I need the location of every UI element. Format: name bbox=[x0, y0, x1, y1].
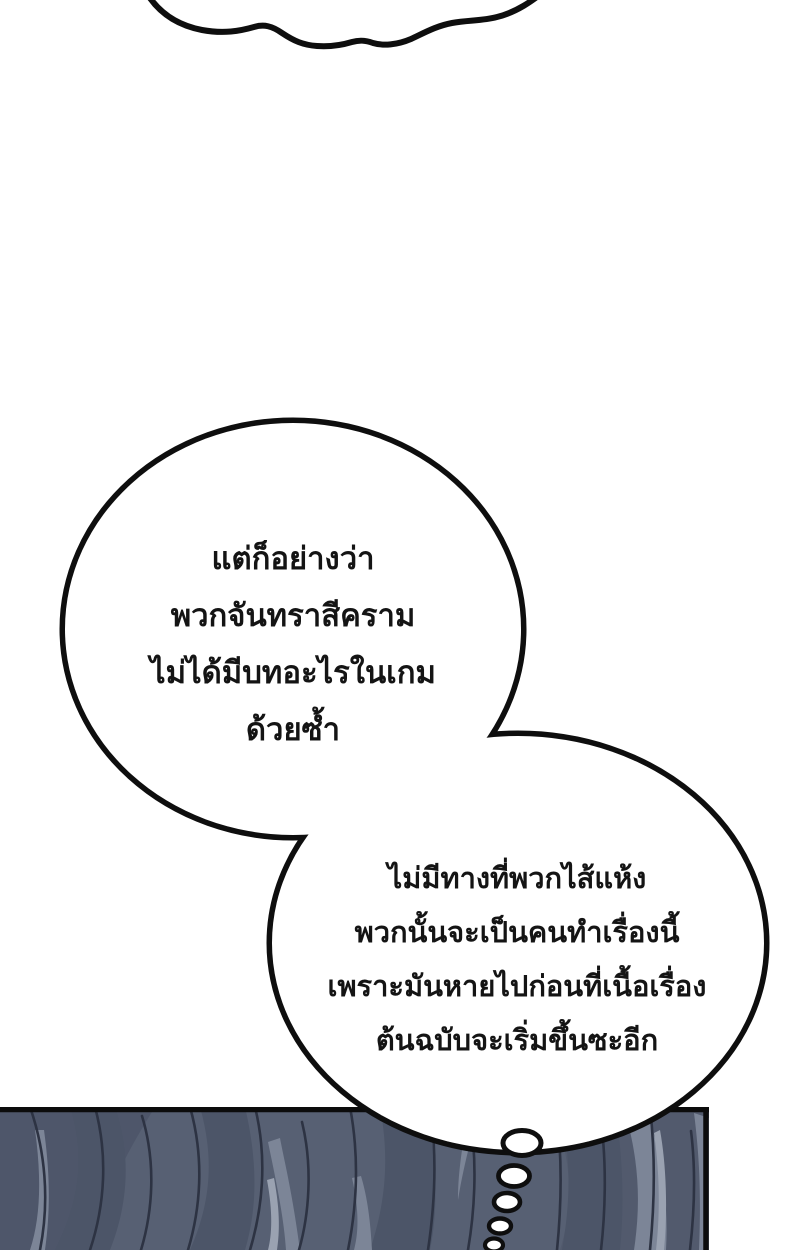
thought-trail-circle-5 bbox=[485, 1239, 503, 1250]
bubble-text-line: ต้นฉบับจะเริ่มขึ้นซะอีก bbox=[375, 1023, 659, 1057]
thought-trail-circle-3 bbox=[494, 1193, 520, 1211]
bubble-text-lower bbox=[277, 851, 757, 1067]
bubble-text-line: แต่ก็อย่างว่า bbox=[211, 541, 375, 577]
cloud-bubble-edge bbox=[146, 0, 546, 46]
bubble-text-line: เพราะมันหายไปก่อนที่เนื้อเรื่อง bbox=[327, 969, 707, 1003]
bubble-text-line: ไม่ได้มีบทอะไรในเกม bbox=[150, 655, 436, 691]
bubble-text-line: พวกนั้นจะเป็นคนทำเรื่องนี้ bbox=[354, 915, 680, 949]
bubble-text-line: ไม่มีทางที่พวกไส้แห้ง bbox=[387, 861, 647, 895]
thought-trail-circle-4 bbox=[489, 1219, 511, 1234]
bubble-text-line: พวกจันทราสีคราม bbox=[170, 598, 416, 634]
bubble-text-line: ด้วยซ้ำ bbox=[245, 712, 341, 748]
thought-trail-circle-2 bbox=[499, 1166, 530, 1187]
thought-trail-circle-1 bbox=[503, 1131, 541, 1156]
bubble-text-upper bbox=[53, 531, 533, 759]
